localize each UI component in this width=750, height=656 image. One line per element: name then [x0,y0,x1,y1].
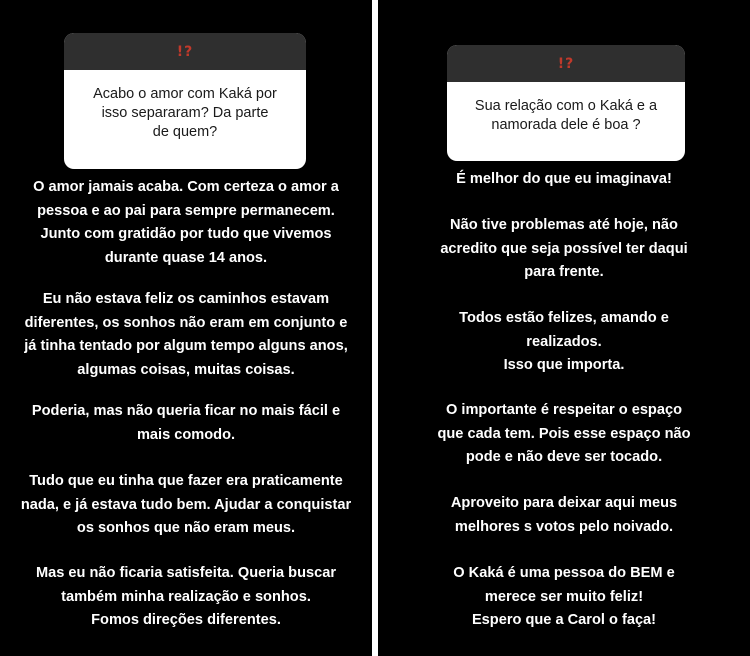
story-panel-left [0,0,372,656]
answer-paragraph-4: Tudo que eu tinha que fazer era praticamente nada, e já estava tudo bem. Ajudar a conquistar os sonhos que não eram meus. [20,473,352,536]
answer-paragraph-5: Mas eu não ficaria satisfeita. Queria buscar também minha realização e sonhos. Fomos direções diferentes. [35,565,337,628]
question-text: Sua relação com o Kaká e a namorada dele é boa ? [474,98,658,133]
story-panel-right [378,0,750,656]
answer-paragraph-1: É melhor do que eu imaginava! [456,171,672,187]
question-mark-icon: !? [64,33,306,70]
question-sticker [64,33,306,169]
answer-paragraph-3: Poderia, mas não queria ficar no mais fácil e mais comodo. [31,403,341,443]
answer-paragraph-3: Todos estão felizes, amando e realizados. Isso que importa. [459,310,669,373]
answer-paragraph-6: O Kaká é uma pessoa do BEM e merece ser muito feliz! Espero que a Carol o faça! [453,565,675,628]
question-sticker [447,45,685,161]
question-text: Acabo o amor com Kaká por isso separaram? Da parte de quem? [93,86,277,140]
question-mark-icon: !? [447,45,685,82]
answer-paragraph-5: Aproveito para deixar aqui meus melhores s votos pelo noivado. [450,495,678,535]
answer-paragraph-2: Não tive problemas até hoje, não acredito que seja possível ter daqui para frente. [440,217,688,280]
answer-paragraph-2: Eu não estava feliz os caminhos estavam diferentes, os sonhos não eram em conjunto e já tinha tentado por algum tempo alguns anos, algumas coisas, muitas coisas. [24,291,348,378]
answer-paragraph-4: O importante é respeitar o espaço que cada tem. Pois esse espaço não pode e não deve ser tocado. [437,402,691,465]
answer-paragraph-1: O amor jamais acaba. Com certeza o amor a pessoa e ao pai para sempre permanecem. Junto com gratidão por tudo que vivemos durante quase 14 anos. [33,179,339,266]
